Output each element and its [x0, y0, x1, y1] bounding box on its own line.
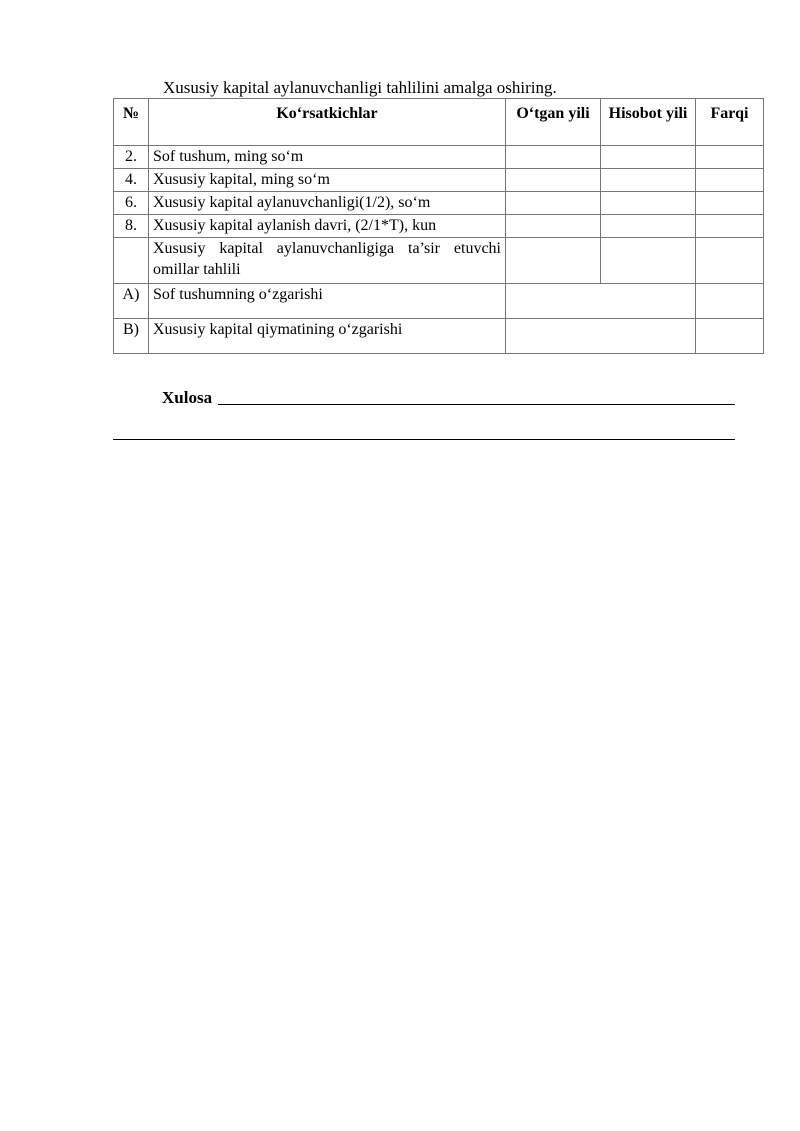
cell-difference[interactable]: [696, 192, 764, 215]
conclusion-line-1[interactable]: [218, 388, 735, 405]
table-row: [114, 284, 764, 319]
cell-difference[interactable]: [696, 146, 764, 169]
table-row: [114, 192, 764, 215]
table-row: [114, 238, 764, 284]
cell-previous-year[interactable]: [506, 169, 601, 192]
cell-previous-year[interactable]: [506, 238, 601, 284]
row-number: 6.: [114, 192, 149, 215]
task-instruction: Xususiy kapital aylanuvchanligi tahlilini amalga oshiring.: [163, 78, 557, 97]
header-previous-year: O‘tgan yili: [506, 99, 601, 146]
row-number: A): [114, 284, 149, 319]
table-row: [114, 319, 764, 354]
cell-report-year[interactable]: [601, 215, 696, 238]
cell-merged-years[interactable]: [506, 284, 696, 319]
cell-difference[interactable]: [696, 215, 764, 238]
table-header-row: [114, 99, 764, 146]
row-number: 2.: [114, 146, 149, 169]
row-label: Xususiy kapital aylanuvchanligiga ta’sir etuvchi omillar tahlili: [149, 238, 506, 284]
cell-difference[interactable]: [696, 284, 764, 319]
row-number: [114, 238, 149, 284]
cell-previous-year[interactable]: [506, 215, 601, 238]
analysis-table: [113, 98, 764, 354]
row-label: Xususiy kapital qiymatining o‘zgarishi: [149, 319, 506, 354]
header-report-year: Hisobot yili: [601, 99, 696, 146]
table-row: [114, 169, 764, 192]
header-difference: Farqi: [696, 99, 764, 146]
header-number: №: [114, 99, 149, 146]
cell-difference[interactable]: [696, 319, 764, 354]
conclusion-line-2[interactable]: [113, 423, 735, 440]
row-label: Xususiy kapital aylanish davri, (2/1*T), kun: [149, 215, 506, 238]
cell-report-year[interactable]: [601, 238, 696, 284]
cell-previous-year[interactable]: [506, 192, 601, 215]
cell-report-year[interactable]: [601, 169, 696, 192]
row-label: Sof tushum, ming so‘m: [149, 146, 506, 169]
cell-previous-year[interactable]: [506, 146, 601, 169]
cell-merged-years[interactable]: [506, 319, 696, 354]
row-number: 4.: [114, 169, 149, 192]
cell-report-year[interactable]: [601, 146, 696, 169]
row-label: Xususiy kapital aylanuvchanligi(1/2), so‘m: [149, 192, 506, 215]
row-label: Sof tushumning o‘zgarishi: [149, 284, 506, 319]
header-indicators: Ko‘rsatkichlar: [149, 99, 506, 146]
cell-difference[interactable]: [696, 238, 764, 284]
table-row: [114, 215, 764, 238]
table-row: [114, 146, 764, 169]
row-number: 8.: [114, 215, 149, 238]
row-label: Xususiy kapital, ming so‘m: [149, 169, 506, 192]
conclusion-label: Xulosa: [162, 388, 213, 407]
cell-report-year[interactable]: [601, 192, 696, 215]
row-number: B): [114, 319, 149, 354]
cell-difference[interactable]: [696, 169, 764, 192]
